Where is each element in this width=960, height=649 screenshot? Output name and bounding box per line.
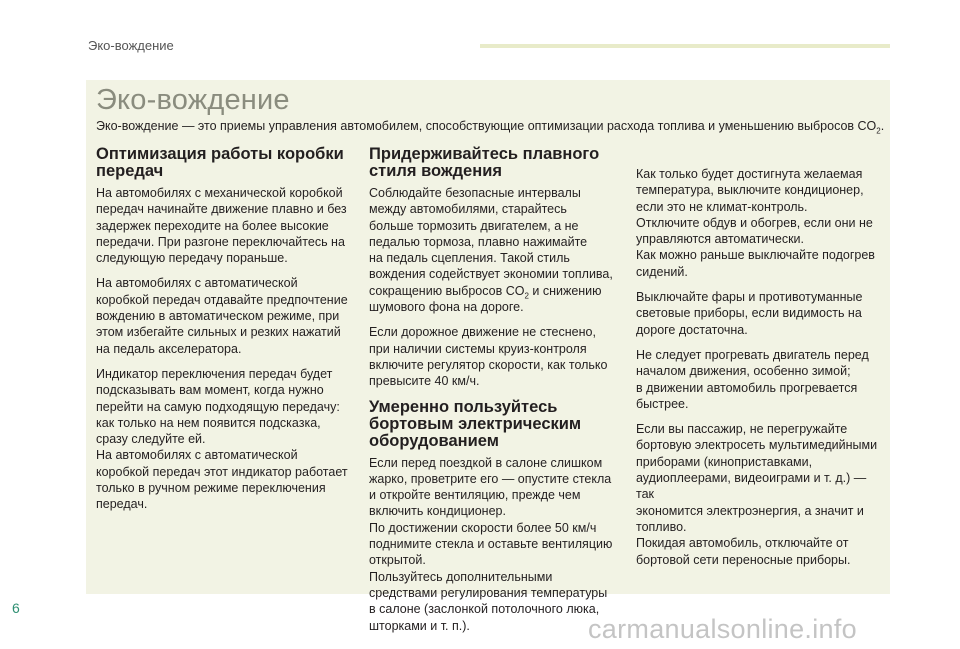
text-line: Индикатор переключения передач будет: [96, 366, 333, 381]
paragraph-safe-distance: [369, 185, 619, 315]
text-line: Если вы пассажир, не перегружайте: [636, 422, 848, 437]
text-line: температура, выключите кондиционер,: [636, 183, 864, 198]
text-fragment: сокращению выбросов CO: [369, 283, 525, 298]
paragraph-shift-indicator: [96, 366, 358, 513]
watermark: carmanualsonline.info: [588, 614, 857, 644]
text-line: открытой.: [369, 553, 426, 568]
text-line: сразу следуйте ей.: [96, 432, 206, 447]
paragraph-manual-gearbox: [96, 185, 358, 266]
text-line: Не следует прогревать двигатель перед: [636, 347, 869, 362]
text-line: передач.: [96, 497, 148, 512]
text-line: бортовую электросеть мультимедийными: [636, 438, 878, 453]
heading-line: оборудованием: [369, 431, 499, 450]
page-title: Эко-вождение: [96, 84, 290, 116]
intro-text: Эко-вождение — это приемы управления автомобилем, способствующие оптимизации расхода топлива и уменьшению выбросов CO: [96, 119, 877, 133]
paragraph-ventilation: [369, 455, 619, 634]
paragraph-engine-warmup: [636, 347, 881, 412]
text-line: На автомобилях с механической коробкой: [96, 186, 343, 200]
text-line: Соблюдайте безопасные интервалы: [369, 186, 581, 200]
text-line: управляются автоматически.: [636, 232, 804, 247]
text-line: [369, 283, 619, 299]
column-driving-style: [369, 146, 619, 643]
paragraph-passenger-devices: [636, 421, 881, 568]
text-line: если это не климат-контроль.: [636, 199, 808, 214]
text-line: средствами регулирования температуры: [369, 585, 608, 600]
text-line: По достижении скорости более 50 км/ч: [369, 520, 597, 535]
text-line: педалью тормоза, плавно нажимайте: [369, 234, 588, 249]
text-line: включить кондиционер.: [369, 504, 506, 519]
text-line: при наличии системы круиз-контроля: [369, 341, 587, 356]
text-fragment: и снижению: [528, 283, 602, 298]
text-line: световые приборы, если видимость на: [636, 306, 862, 321]
text-line: дороге достаточна.: [636, 322, 748, 337]
text-line: поднимите стекла и оставьте вентиляцию: [369, 537, 613, 552]
heading-line: Придерживайтесь плавного: [369, 145, 600, 163]
text-line: вождения содействует экономии топлива,: [369, 267, 613, 282]
text-line: На автомобилях с автоматической: [96, 276, 298, 291]
text-line: на педаль акселератора.: [96, 341, 242, 356]
text-line: Как только будет достигнута желаемая: [636, 167, 863, 181]
text-line: Как можно раньше выключайте подогрев: [636, 248, 875, 263]
header-rule: [480, 44, 890, 48]
text-line: передач начинайте движение плавно и без: [96, 202, 347, 217]
text-line: и откройте вентиляцию, прежде чем: [369, 488, 581, 503]
text-line: сидений.: [636, 264, 688, 279]
text-line: экономится электроэнергия, а значит и: [636, 503, 864, 518]
text-line: передачи. При разгоне переключайтесь на: [96, 234, 345, 249]
text-line: приборами (кинoприставками,: [636, 454, 813, 469]
text-line: шторками и т. п.).: [369, 618, 470, 633]
heading-line: бортовым электрическим: [369, 414, 582, 433]
text-line: на педаль сцепления. Такой стиль: [369, 251, 570, 266]
column-climate-tips: [636, 166, 881, 577]
text-line: вождению в автоматическом режиме, при: [96, 309, 340, 324]
heading-line: Оптимизация работы коробки: [96, 145, 344, 163]
intro-subscript: 2: [876, 126, 881, 136]
text-line: подсказывать вам момент, когда нужно: [96, 383, 324, 398]
text-line: аудиоплеерами, видеоиграми и т. д.) — так: [636, 471, 867, 502]
text-line: Отключите обдув и обогрев, если они не: [636, 215, 873, 230]
paragraph-air-conditioning: [636, 166, 881, 280]
text-line: больше тормозить двигателем, а не: [369, 218, 579, 233]
text-line: в салоне (заслонкой потолочного люка,: [369, 602, 600, 617]
page-number: 6: [12, 600, 20, 616]
intro-tail: .: [880, 119, 885, 133]
text-line: как только на нем появится подсказка,: [96, 415, 321, 430]
text-line: шумового фона на дороге.: [369, 300, 524, 315]
text-line: быстрее.: [636, 396, 689, 411]
text-line: включите регулятор скорости, как только: [369, 357, 608, 372]
heading-line: стиля вождения: [369, 162, 502, 180]
text-line: началом движения, особенно зимой;: [636, 364, 851, 379]
paragraph-headlights: [636, 289, 881, 338]
paragraph-automatic-gearbox: [96, 275, 358, 356]
text-line: перейти на самую подходящую передачу:: [96, 399, 340, 414]
text-line: коробкой передач отдавайте предпочтение: [96, 292, 348, 307]
text-line: Если перед поездкой в салоне слишком: [369, 455, 603, 470]
text-line: бортовой сети переносные приборы.: [636, 552, 851, 567]
text-line: задержек переходите на более высокие: [96, 218, 329, 233]
text-line: коробкой передач этот индикатор работает: [96, 464, 348, 479]
text-line: в движении автомобиль прогревается: [636, 380, 858, 395]
text-line: Если дорожное движение не стеснено,: [369, 325, 596, 340]
text-line: этом избегайте сильных и резких нажатий: [96, 325, 341, 340]
column-gearbox: [96, 146, 358, 522]
heading-electrical-equipment: [369, 399, 619, 450]
intro-paragraph: [96, 118, 886, 134]
heading-gearbox: [96, 146, 358, 180]
section-label: Эко-вождение: [88, 38, 174, 53]
heading-smooth-driving: [369, 146, 619, 180]
subscript: 2: [524, 291, 529, 301]
text-line: между автомобилями, старайтесь: [369, 202, 567, 217]
text-line: только в ручном режиме переключения: [96, 481, 326, 496]
text-line: На автомобилях с автоматической: [96, 448, 298, 463]
text-line: жарко, проветрите его — опустите стекла: [369, 471, 612, 486]
text-line: топливо.: [636, 519, 687, 534]
heading-line: передач: [96, 162, 164, 180]
text-line: следующую передачу пораньше.: [96, 251, 288, 266]
text-line: превысите 40 км/ч.: [369, 374, 480, 389]
text-line: Пользуйтесь дополнительными: [369, 569, 553, 584]
text-line: Покидая автомобиль, отключайте от: [636, 536, 849, 551]
paragraph-cruise-control: [369, 324, 619, 389]
text-line: Выключайте фары и противотуманные: [636, 290, 863, 305]
heading-line: Умеренно пользуйтесь: [369, 397, 558, 416]
